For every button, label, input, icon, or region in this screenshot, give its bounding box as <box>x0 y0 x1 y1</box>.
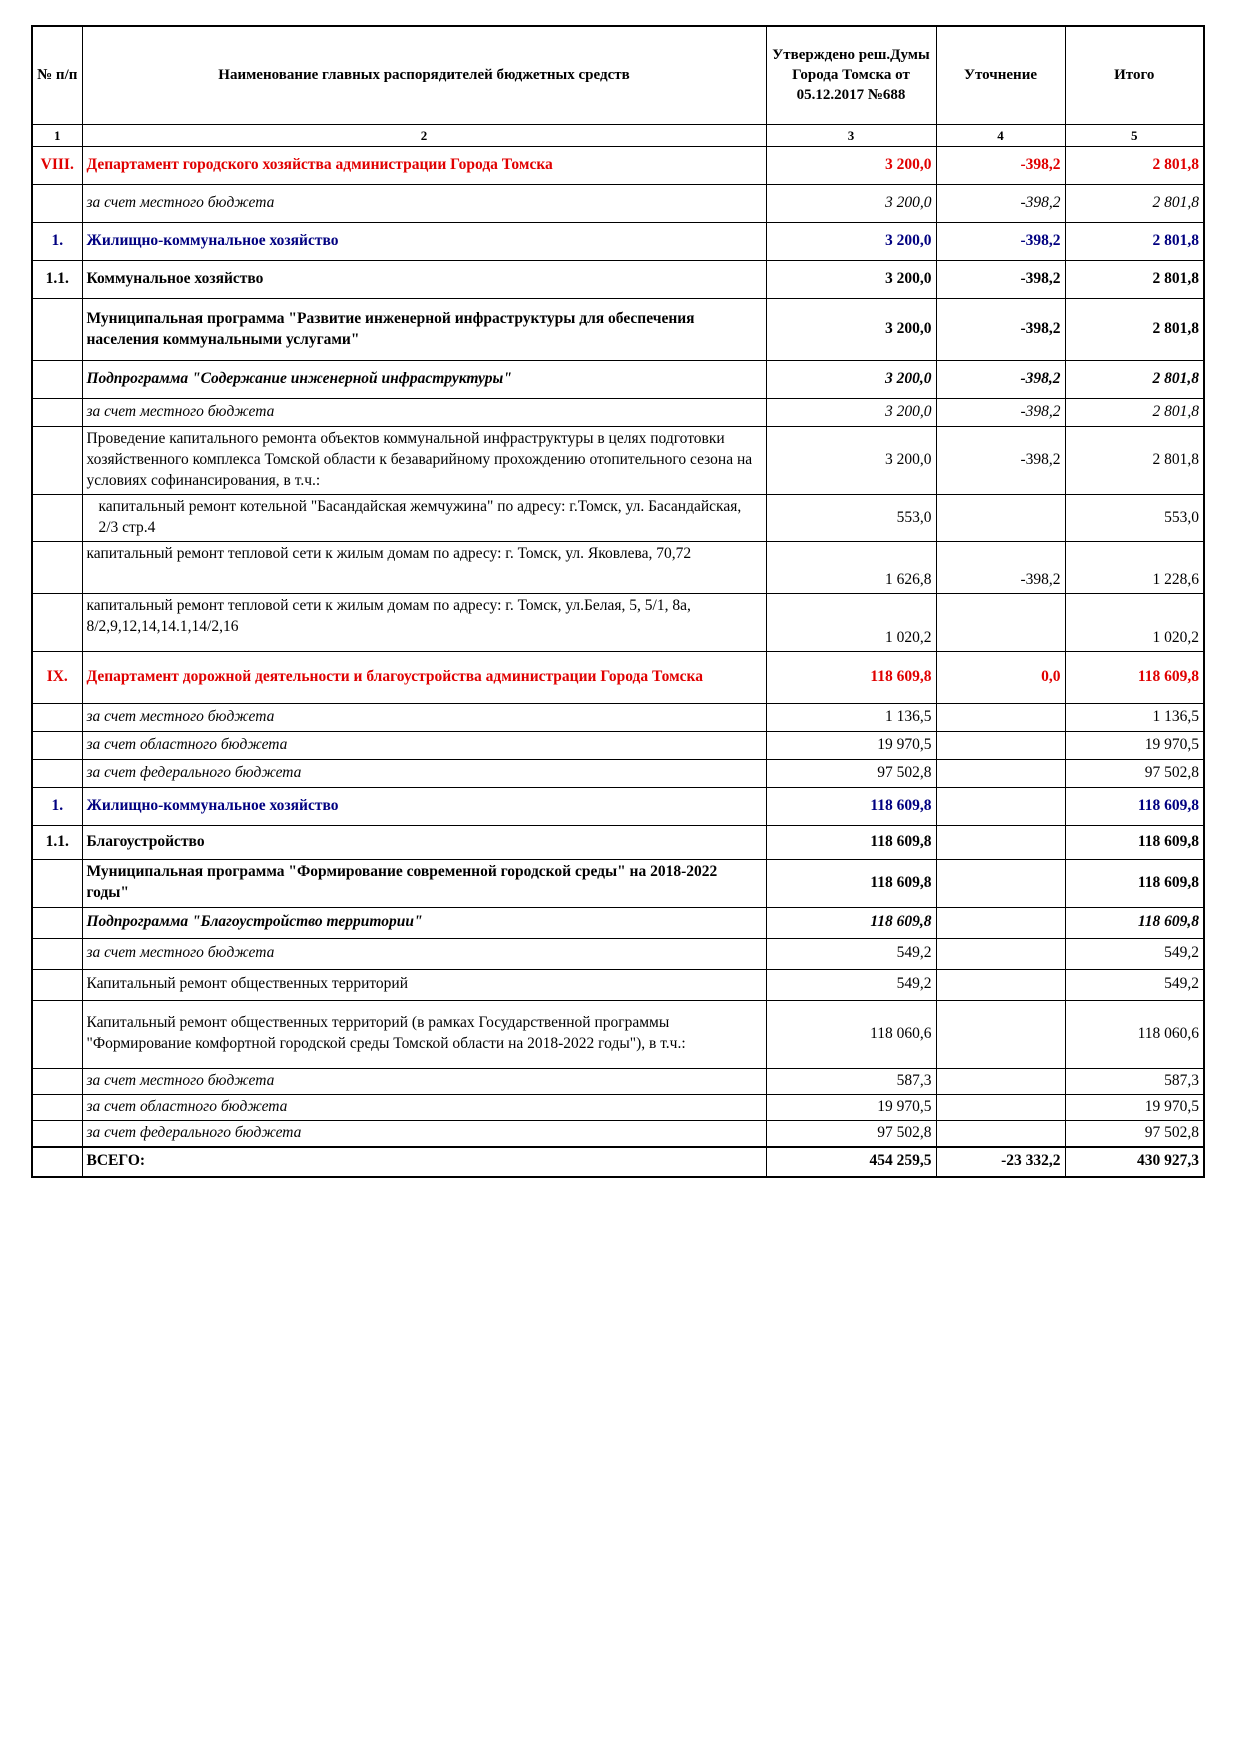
row-number: 1.1. <box>32 261 82 299</box>
row-name: за счет федерального бюджета <box>82 759 766 787</box>
table-row <box>32 361 1204 399</box>
table-row <box>32 859 1204 907</box>
row-approved: 553,0 <box>766 495 936 542</box>
row-name: Жилищно-коммунальное хозяйство <box>82 787 766 825</box>
table-row <box>32 938 1204 969</box>
row-number <box>32 907 82 938</box>
row-name: Коммунальное хозяйство <box>82 261 766 299</box>
table-row <box>32 1094 1204 1120</box>
total-number <box>32 1147 82 1177</box>
table-row <box>32 541 1204 593</box>
table-row <box>32 759 1204 787</box>
row-number: 1.1. <box>32 825 82 859</box>
row-total: 2 801,8 <box>1065 185 1204 223</box>
row-approved: 587,3 <box>766 1068 936 1094</box>
row-change: -398,2 <box>936 147 1065 185</box>
row-number <box>32 969 82 1000</box>
row-total: 2 801,8 <box>1065 427 1204 495</box>
row-change <box>936 731 1065 759</box>
table-row <box>32 299 1204 361</box>
row-total: 549,2 <box>1065 938 1204 969</box>
row-name: Капитальный ремонт общественных территорий <box>82 969 766 1000</box>
row-change <box>936 825 1065 859</box>
row-approved: 1 020,2 <box>766 593 936 651</box>
row-change: -398,2 <box>936 185 1065 223</box>
row-total: 97 502,8 <box>1065 1120 1204 1146</box>
row-approved: 118 609,8 <box>766 825 936 859</box>
row-change: -398,2 <box>936 541 1065 593</box>
header-row <box>32 26 1204 124</box>
row-approved: 19 970,5 <box>766 731 936 759</box>
row-name: за счет областного бюджета <box>82 731 766 759</box>
row-name: Подпрограмма "Содержание инженерной инфраструктуры" <box>82 361 766 399</box>
table-row <box>32 787 1204 825</box>
table-row <box>32 969 1204 1000</box>
row-change: -398,2 <box>936 223 1065 261</box>
row-change: -398,2 <box>936 361 1065 399</box>
row-approved: 3 200,0 <box>766 399 936 427</box>
row-name: за счет местного бюджета <box>82 1068 766 1094</box>
row-approved: 3 200,0 <box>766 427 936 495</box>
table-row <box>32 185 1204 223</box>
row-change <box>936 969 1065 1000</box>
table-row <box>32 261 1204 299</box>
row-change <box>936 703 1065 731</box>
row-total: 118 609,8 <box>1065 651 1204 703</box>
row-name: Благоустройство <box>82 825 766 859</box>
row-approved: 549,2 <box>766 938 936 969</box>
row-number <box>32 427 82 495</box>
row-approved: 3 200,0 <box>766 185 936 223</box>
row-change: -398,2 <box>936 427 1065 495</box>
column-index: 2 <box>82 124 766 147</box>
row-approved: 1 136,5 <box>766 703 936 731</box>
total-row <box>32 1147 1204 1177</box>
row-number <box>32 759 82 787</box>
row-total: 2 801,8 <box>1065 299 1204 361</box>
row-number <box>32 185 82 223</box>
row-name: капитальный ремонт тепловой сети к жилым домам по адресу: г. Томск, ул. Яковлева, 70,72 <box>82 541 766 593</box>
row-approved: 3 200,0 <box>766 147 936 185</box>
table-row <box>32 147 1204 185</box>
row-approved: 19 970,5 <box>766 1094 936 1120</box>
column-index: 5 <box>1065 124 1204 147</box>
row-name: Муниципальная программа "Развитие инженерной инфраструктуры для обеспечения населения коммунальными услугами" <box>82 299 766 361</box>
row-name: за счет областного бюджета <box>82 1094 766 1120</box>
row-total: 549,2 <box>1065 969 1204 1000</box>
table-row <box>32 399 1204 427</box>
column-index: 4 <box>936 124 1065 147</box>
row-total: 2 801,8 <box>1065 361 1204 399</box>
row-name: Подпрограмма "Благоустройство территории" <box>82 907 766 938</box>
table-row <box>32 427 1204 495</box>
row-total: 553,0 <box>1065 495 1204 542</box>
row-change <box>936 1120 1065 1146</box>
row-total: 1 020,2 <box>1065 593 1204 651</box>
row-approved: 97 502,8 <box>766 759 936 787</box>
row-name: Муниципальная программа "Формирование современной городской среды" на 2018-2022 годы" <box>82 859 766 907</box>
row-approved: 118 609,8 <box>766 859 936 907</box>
row-number <box>32 495 82 542</box>
row-name: за счет федерального бюджета <box>82 1120 766 1146</box>
row-name: Жилищно-коммунальное хозяйство <box>82 223 766 261</box>
row-total: 19 970,5 <box>1065 1094 1204 1120</box>
table-row <box>32 495 1204 542</box>
row-approved: 3 200,0 <box>766 223 936 261</box>
table-row <box>32 825 1204 859</box>
header-col-number: № п/п <box>32 26 82 124</box>
row-change: 0,0 <box>936 651 1065 703</box>
row-number <box>32 361 82 399</box>
row-total: 1 228,6 <box>1065 541 1204 593</box>
table-row <box>32 1120 1204 1146</box>
table-row <box>32 1000 1204 1068</box>
header-col-total: Итого <box>1065 26 1204 124</box>
row-number <box>32 541 82 593</box>
row-approved: 549,2 <box>766 969 936 1000</box>
row-approved: 97 502,8 <box>766 1120 936 1146</box>
row-total: 1 136,5 <box>1065 703 1204 731</box>
header-col-approved: Утверждено реш.Думы Города Томска от 05.12.2017 №688 <box>766 26 936 124</box>
row-total: 97 502,8 <box>1065 759 1204 787</box>
row-number <box>32 859 82 907</box>
row-approved: 3 200,0 <box>766 361 936 399</box>
total-change: -23 332,2 <box>936 1147 1065 1177</box>
row-number <box>32 1000 82 1068</box>
row-total: 118 609,8 <box>1065 907 1204 938</box>
header-col-change: Уточнение <box>936 26 1065 124</box>
table-row <box>32 731 1204 759</box>
row-name: Департамент дорожной деятельности и благоустройства администрации Города Томска <box>82 651 766 703</box>
row-change <box>936 787 1065 825</box>
table-row <box>32 223 1204 261</box>
row-approved: 3 200,0 <box>766 261 936 299</box>
row-name: Капитальный ремонт общественных территорий (в рамках Государственной программы "Формирование комфортной городской среды Томской области на 2018-2022 годы"), в т.ч.: <box>82 1000 766 1068</box>
row-total: 2 801,8 <box>1065 223 1204 261</box>
row-change <box>936 1068 1065 1094</box>
table-row <box>32 593 1204 651</box>
row-approved: 118 609,8 <box>766 907 936 938</box>
row-number: VIII. <box>32 147 82 185</box>
column-index: 3 <box>766 124 936 147</box>
row-number: IX. <box>32 651 82 703</box>
row-number <box>32 731 82 759</box>
row-change: -398,2 <box>936 299 1065 361</box>
row-name: за счет местного бюджета <box>82 703 766 731</box>
total-approved: 454 259,5 <box>766 1147 936 1177</box>
column-index: 1 <box>32 124 82 147</box>
row-number <box>32 593 82 651</box>
row-change <box>936 1000 1065 1068</box>
row-total: 118 609,8 <box>1065 787 1204 825</box>
header-col-name: Наименование главных распорядителей бюджетных средств <box>82 26 766 124</box>
row-number <box>32 703 82 731</box>
row-name: Департамент городского хозяйства администрации Города Томска <box>82 147 766 185</box>
row-approved: 118 609,8 <box>766 651 936 703</box>
table-row <box>32 651 1204 703</box>
budget-table <box>31 25 1205 1178</box>
table-row <box>32 1068 1204 1094</box>
total-total: 430 927,3 <box>1065 1147 1204 1177</box>
row-number <box>32 399 82 427</box>
row-name: капитальный ремонт тепловой сети к жилым домам по адресу: г. Томск, ул.Белая, 5, 5/1, 8а, 8/2,9,12,14,14.1,14/2,16 <box>82 593 766 651</box>
row-total: 19 970,5 <box>1065 731 1204 759</box>
row-name: капитальный ремонт котельной "Басандайская жемчужина" по адресу: г.Томск, ул. Басандайская, 2/3 стр.4 <box>82 495 766 542</box>
row-change <box>936 907 1065 938</box>
row-approved: 3 200,0 <box>766 299 936 361</box>
table-row <box>32 907 1204 938</box>
row-name: за счет местного бюджета <box>82 185 766 223</box>
row-total: 2 801,8 <box>1065 147 1204 185</box>
row-number: 1. <box>32 223 82 261</box>
row-name: за счет местного бюджета <box>82 938 766 969</box>
row-total: 2 801,8 <box>1065 261 1204 299</box>
row-change <box>936 593 1065 651</box>
row-number <box>32 1094 82 1120</box>
total-label: ВСЕГО: <box>82 1147 766 1177</box>
row-approved: 118 609,8 <box>766 787 936 825</box>
row-change <box>936 859 1065 907</box>
row-total: 2 801,8 <box>1065 399 1204 427</box>
table-row <box>32 703 1204 731</box>
row-change <box>936 495 1065 542</box>
row-total: 587,3 <box>1065 1068 1204 1094</box>
row-number <box>32 1068 82 1094</box>
row-number <box>32 938 82 969</box>
row-number <box>32 299 82 361</box>
row-total: 118 609,8 <box>1065 859 1204 907</box>
row-change: -398,2 <box>936 261 1065 299</box>
row-name: за счет местного бюджета <box>82 399 766 427</box>
row-number <box>32 1120 82 1146</box>
row-name: Проведение капитального ремонта объектов коммунальной инфраструктуры в целях подготовки хозяйственного комплекса Томской области к безаварийному прохождению отопительного сезона на условиях софинансирования, в т.ч.: <box>82 427 766 495</box>
column-index-row <box>32 124 1204 147</box>
row-change <box>936 759 1065 787</box>
row-change <box>936 938 1065 969</box>
row-change: -398,2 <box>936 399 1065 427</box>
row-approved: 118 060,6 <box>766 1000 936 1068</box>
row-total: 118 060,6 <box>1065 1000 1204 1068</box>
row-total: 118 609,8 <box>1065 825 1204 859</box>
row-approved: 1 626,8 <box>766 541 936 593</box>
row-number: 1. <box>32 787 82 825</box>
row-change <box>936 1094 1065 1120</box>
